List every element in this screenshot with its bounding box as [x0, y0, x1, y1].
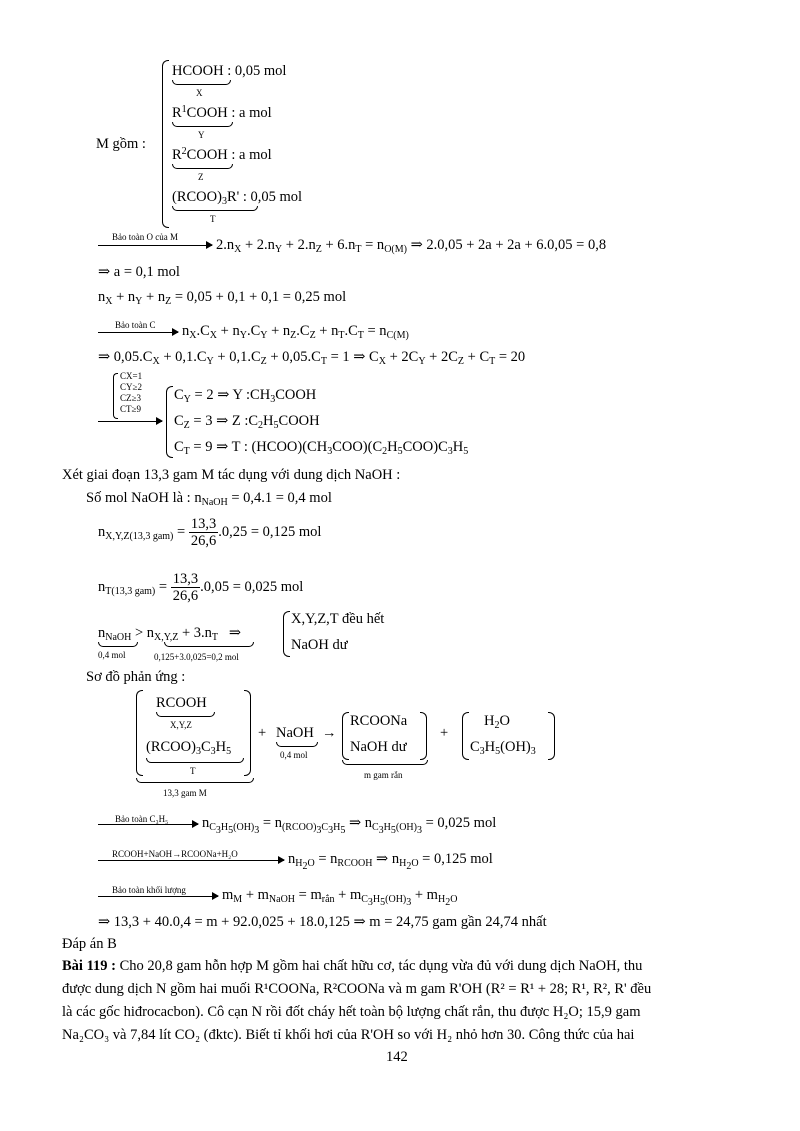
- scheme-ester: $(RCOO)_3C_3H_5$: [146, 739, 232, 757]
- arrow: [98, 860, 284, 861]
- scheme-plus-2: +: [440, 725, 449, 741]
- eq-sum-n: $n_X + n_Y + n_Z = 0,05 + 0,1 + 0,1 = 0,25$ mol: [98, 289, 347, 307]
- cond-4: CT≥9: [120, 404, 141, 414]
- so-do-label: Sơ đồ phản ứng :: [86, 669, 186, 685]
- under-label-t: T: [210, 214, 216, 224]
- eq-water: $n_{H_2O} = n_{RCOOH}$ ⇒ $n_{H_2O} = 0,125$ mol: [288, 851, 493, 872]
- product-brace-left: [342, 712, 349, 760]
- compare-brace: [283, 611, 290, 657]
- problem-line-3: là các gốc hiđrocacbon). Cô cạn N rồi đốt cháy hết toàn bộ lượng chất rắn, thu được H₂O; 15,9 gam: [62, 1004, 641, 1020]
- system-line-y: $R^1COOH$ : a mol: [172, 104, 272, 121]
- arrow-label-c: Bảo toàn C: [115, 320, 156, 330]
- scheme-rcooh: RCOOH: [156, 695, 207, 711]
- eq-bao-toan-o: $2.n_X + 2.n_Y + 2.n_Z + 6.n_T = n_{O(M)}$ ⇒ 2.0,05 + 2a + 2a + 6.0,05 = 0,8: [216, 237, 607, 255]
- cond-1: CX=1: [120, 371, 143, 381]
- system-line-x: HCOOH : 0,05 mol: [172, 63, 287, 79]
- eq-bao-toan-c: $n_X.C_X + n_Y.C_Y + n_Z.C_Z + n_T.C_T = n_{C(M)}$: [182, 323, 409, 341]
- result-brace: [166, 386, 173, 458]
- under-04mol: 0,4 mol: [98, 650, 126, 660]
- arrow-label-mass: Bảo toàn khối lượng: [112, 885, 186, 895]
- underbrace: [136, 778, 254, 783]
- scheme-under-solid: m gam rắn: [364, 770, 403, 780]
- scheme-under-t: T: [190, 766, 196, 776]
- scheme-under-naoh: 0,4 mol: [280, 750, 308, 760]
- result-t: $C_T = 9$ ⇒ T : $(HCOO)(CH_3COO)(C_2H_5COO)C_3H_5$: [174, 439, 469, 457]
- scheme-plus-1: +: [258, 725, 267, 741]
- problem-line-4: Na₂CO₃ và 7,84 lít CO₂ (đktc). Biết tỉ khối hơi của R'OH so với H₂ nhỏ hơn 30. Công thức của hai: [62, 1027, 635, 1043]
- scheme-naoh: NaOH: [276, 725, 314, 741]
- eq-mass: $m_M + m_{NaOH} = m_{rắn} + m_{C_3H_5(OH)_3} + m_{H_2O}$: [222, 887, 458, 908]
- arrow: [98, 332, 178, 333]
- left-brace: [162, 60, 169, 228]
- scheme-brace-left: [136, 690, 143, 776]
- cond-3: CZ≥3: [120, 393, 141, 403]
- eq-c3h5: $n_{C_3H_5(OH)_3} = n_{(RCOO)_3C_3H_5}$ ⇒ $n_{C_3H_5(OH)_3} = 0,025$ mol: [202, 815, 497, 836]
- arrow-label-c3h5: Bảo toàn C₃H₅: [115, 814, 169, 824]
- compare-result-1: X,Y,Z,T đều hết: [291, 611, 385, 627]
- product-naoh: NaOH dư: [350, 739, 407, 755]
- scheme-under-xyz: X,Y,Z: [170, 720, 192, 730]
- under-label-z: Z: [198, 172, 204, 182]
- product2-brace-right: [548, 712, 555, 760]
- eq-a: ⇒ a = 0,1 mol: [98, 264, 180, 280]
- arrow: [98, 824, 198, 825]
- system-line-t: $(RCOO)_3R'$ : 0,05 mol: [172, 189, 303, 207]
- under-label-x: X: [196, 88, 203, 98]
- arrow-label-o: Bảo toàn O của M: [112, 232, 178, 242]
- arrow: [98, 421, 162, 422]
- under-sum: 0,125+3.0,025=0,2 mol: [154, 652, 239, 662]
- scheme-brace-right: [244, 690, 251, 776]
- product2-brace-left: [462, 712, 469, 760]
- mol-naoh: Số mol NaOH là : $n_{NaOH} = 0,4.1 = 0,4$ mol: [86, 490, 332, 508]
- product-water: $H_2O$: [484, 713, 510, 731]
- scheme-arrow: →: [322, 725, 337, 741]
- eq-c-sum: ⇒ $0,05.C_X + 0,1.C_Y + 0,1.C_Z + 0,05.C_T = 1$ ⇒ $C_X + 2C_Y + 2C_Z + C_T = 20$: [98, 349, 526, 367]
- result-y: $C_Y = 2$ ⇒ Y $:CH_3COOH$: [174, 387, 317, 405]
- arrow: [98, 896, 218, 897]
- problem-line-2: được dung dịch N gồm hai muối R¹COONa, R²COONa và m gam R'OH (R² = R¹ + 28; R¹, R², R' đều: [62, 981, 652, 997]
- cond-brace: [113, 373, 118, 419]
- eq-n-xyz: $n_{X,Y,Z(13,3 gam)}$ = $\frac{13,3}{26,6}$ .0,25 = 0,125 mol: [98, 516, 322, 549]
- product-brace-right: [420, 712, 427, 760]
- arrow-label-react: RCOOH+NaOH→RCOONa+H₂O: [112, 849, 238, 859]
- scheme-under-m: 13,3 gam M: [163, 788, 207, 798]
- under-label-y: Y: [198, 130, 205, 140]
- eq-final: ⇒ 13,3 + 40.0,4 = m + 92.0,025 + 18.0,125 ⇒ m = 24,75 gam gần 24,74 nhất: [98, 914, 547, 930]
- product-glycerol: $C_3H_5(OH)_3$: [470, 739, 536, 757]
- problem-line-1: Bài 119 : Cho 20,8 gam hỗn hợp M gồm hai chất hữu cơ, tác dụng vừa đủ với dung dịch NaOH, thu: [62, 958, 643, 974]
- cond-2: CY≥2: [120, 382, 142, 392]
- arrow: [98, 245, 212, 246]
- eq-n-t: $n_{T(13,3 gam)}$ = $\frac{13,3}{26,6}$ .0,05 = 0,025 mol: [98, 571, 304, 604]
- eq-compare: $n_{NaOH} > n_{X,Y,Z} + 3.n_T$ ⇒: [98, 625, 242, 643]
- result-z: $C_Z = 3$ ⇒ Z $:C_2H_5COOH$: [174, 413, 320, 431]
- underbrace: [342, 760, 428, 765]
- product-salt: RCOONa: [350, 713, 408, 729]
- page-number: 142: [386, 1049, 408, 1065]
- compare-result-2: NaOH dư: [291, 637, 348, 653]
- m-gom-label: M gồm :: [96, 136, 146, 152]
- section-intro: Xét giai đoạn 13,3 gam M tác dụng với dung dịch NaOH :: [62, 467, 401, 483]
- underbrace: [164, 642, 254, 647]
- system-line-z: $R^2COOH$ : a mol: [172, 146, 272, 163]
- answer: Đáp án B: [62, 936, 117, 952]
